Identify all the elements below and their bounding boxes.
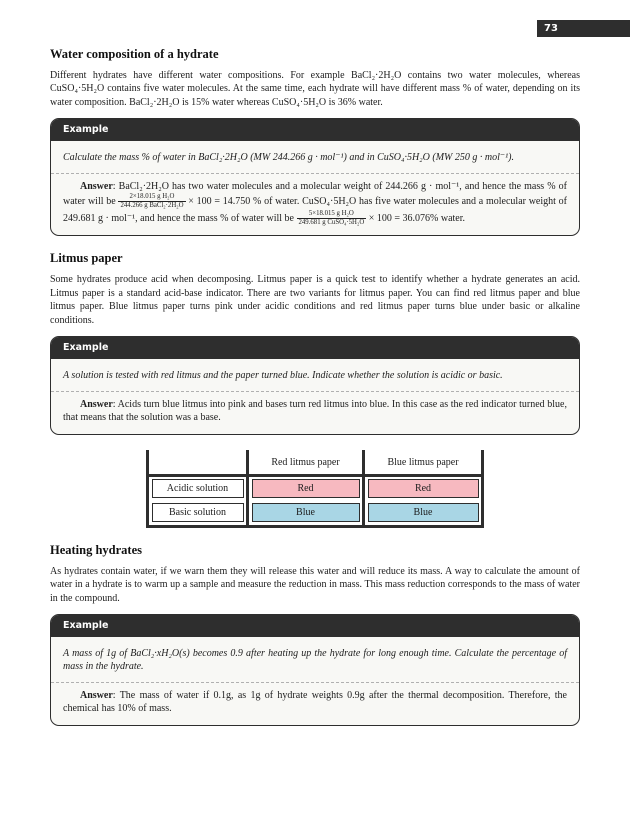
example-box-heating	[50, 614, 580, 726]
example-header: Example	[51, 615, 579, 637]
table-row-acidic	[149, 477, 481, 501]
table-header-row	[149, 450, 481, 477]
example-question: A mass of 1g of BaCl₂·xH₂O(s) becomes 0.9 after heating up the hydrate for long enough time. Calculate the percentage of mass in the hydrate.	[63, 647, 567, 673]
table-header-blue-litmus: Blue litmus paper	[365, 450, 481, 474]
table-cell-acidic-blue: Red	[368, 479, 479, 498]
section-title-litmus-paper: Litmus paper	[50, 251, 123, 266]
answer-text-part: : Acids turn blue litmus into pink and bases turn red litmus into blue. In this case as the red indicator turned blue, that means that the solution was a base.	[63, 398, 567, 424]
example-answer	[51, 683, 579, 725]
example-answer	[51, 392, 579, 434]
table-cell-basic-red: Blue	[252, 503, 360, 522]
answer-text-part: : The mass of water if 0.1g, as 1g of hydrate weights 0.9g after the thermal decomposition. Therefore, the chemical has 10% of mass.	[63, 689, 567, 715]
fraction-numerator: 2×18.015 g H₂O	[118, 193, 185, 202]
example-question: A solution is tested with red litmus and the paper turned blue. Indicate whether the solution is acidic or basic.	[63, 370, 503, 382]
fraction-numerator: 5×18.015 g H₂O	[297, 210, 367, 219]
answer-label: Answer	[80, 180, 113, 192]
example-box-litmus	[50, 336, 580, 435]
page-number-badge: 73	[537, 20, 630, 37]
answer-text-part: : BaCl₂·2H₂O has two water molecules and a molecular weight of 244.266 g · mol⁻¹, and hence the mass % of water will be	[63, 180, 567, 207]
table-cell-basic-blue: Blue	[368, 503, 479, 522]
fraction-denominator: 249.681 g CuSO₄·5H₂O	[298, 218, 365, 226]
table-row-basic	[149, 501, 481, 525]
table-row-label: Basic solution	[152, 503, 244, 522]
fraction	[297, 210, 367, 227]
answer-text-part: × 100 = 36.076% water.	[366, 212, 465, 224]
example-header: Example	[51, 119, 579, 141]
litmus-table	[146, 450, 484, 528]
table-corner-cell	[149, 450, 249, 474]
section-title-heating-hydrates: Heating hydrates	[50, 542, 143, 557]
fraction-denominator: 244.266 g BaCl₂·2H₂O	[120, 202, 184, 210]
example-header: Example	[51, 337, 579, 359]
table-row-label: Acidic solution	[152, 479, 244, 498]
example-answer	[51, 174, 579, 236]
example-question: Calculate the mass % of water in BaCl₂·2H₂O (MW 244.266 g · mol⁻¹) and in CuSO₄·5H₂O (MW 250 g · mol⁻¹).	[63, 152, 514, 164]
fraction	[118, 193, 185, 210]
answer-label: Answer	[80, 689, 113, 701]
section-body-heating-hydrates: As hydrates contain water, if we warn them they will release this water and will reduce its mass. A way to calculate the amount of water in a hydrate is to warm up a sample and measure the reduction in mass. This mass reduction corresponds to the mass of water in the compound.	[50, 565, 580, 604]
section-body-water-composition: Different hydrates have different water compositions. For example BaCl₂·2H₂O contains two water molecules, whereas CuSO₄·5H₂O contains five water molecules. At the same time, each hydrate will have different mass % of water, depending on its water composition. BaCl₂·2H₂O is 15% water whereas CuSO₄·5H₂O is 36% water.	[50, 70, 580, 108]
section-body-litmus-paper: Some hydrates produce acid when decomposing. Litmus paper is a quick test to identify whether a hydrate generates an acid. Litmus paper is a standard acid-base indicator. There are two variants for litmus paper. You can find red litmus paper and blue litmus paper. Blue litmus paper turns pink under acidic conditions and red litmus paper turns blue under basic or alkaline conditions.	[50, 274, 580, 326]
answer-text-part: × 100 = 14.750 % of water. CuSO₄·5H₂O has five water molecules and a molecular weight of 249.681 g · mol⁻¹, and hence the mass % of water will be	[63, 195, 567, 224]
example-box-water	[50, 118, 580, 236]
table-cell-acidic-red: Red	[252, 479, 360, 498]
answer-label: Answer	[80, 398, 113, 410]
section-title-water-composition: Water composition of a hydrate	[50, 47, 219, 61]
table-header-red-litmus: Red litmus paper	[249, 450, 365, 474]
